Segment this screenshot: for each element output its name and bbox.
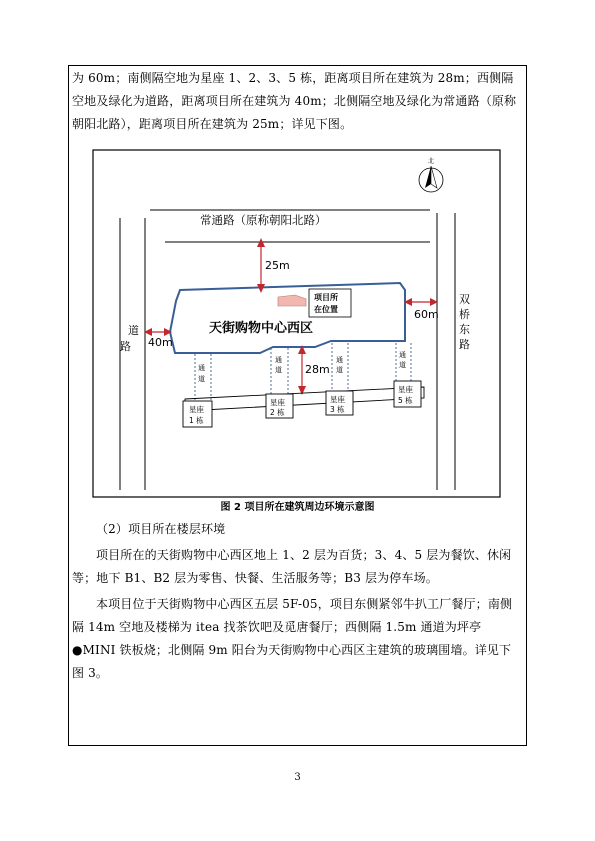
north-label: 北: [427, 158, 435, 165]
passage-2-char: 通: [275, 356, 282, 364]
dist-north-label: 25m: [265, 259, 290, 272]
passage-4-char: 道: [399, 361, 406, 369]
paragraph-location: 本项目位于天街购物中心西区五层 5F-05，项目东侧紧邻牛扒工厂餐厅；南侧隔 14m 空地及楼梯为 itea 找茶饮吧及觅唐餐厅；西侧隔 1.5m 通道为坪亭●MINI 铁板烧；北侧隔 9m 阳台为天街购物中心西区主建筑的玻璃围墙。详见下图 3。: [72, 597, 513, 680]
figure-caption: 图 2 项目所在建筑周边环境示意图: [220, 502, 375, 513]
road-east-char: 桥: [459, 308, 470, 321]
building-star-5-line1: 星座: [398, 385, 413, 394]
passage-4-char: 通: [399, 351, 406, 359]
building-star-3-line1: 星座: [330, 395, 345, 404]
building-star-1-line1: 星座: [189, 405, 204, 414]
road-west-char: 道: [128, 324, 139, 337]
passage-3-char: 通: [336, 356, 343, 364]
passage-1-char: 道: [198, 375, 205, 383]
passage-2-char: 道: [275, 366, 282, 374]
paragraph-surroundings: 为 60m；南侧隔空地为星座 1、2、3、5 栋，距离项目所在建筑为 28m；西侧隔空地及绿化为道路，距离项目所在建筑为 40m；北侧隔空地及绿化为常通路（原称朝阳北路），距离项目所在建筑为 25m；详见下图。: [72, 71, 517, 131]
north-arrow-icon: [419, 166, 443, 192]
paragraph-floors: 项目所在的天街购物中心西区地上 1、2 层为百货；3、4、5 层为餐饮、休闲等；地下 B1、B2 层为零售、快餐、生活服务等；B3 层为停车场。: [72, 548, 512, 585]
building-star-2-line2: 2 栋: [270, 408, 285, 417]
road-east-char: 路: [459, 338, 470, 351]
dist-west-label: 40m: [148, 336, 173, 349]
building-star-2-line1: 星座: [270, 398, 285, 407]
dist-south-label: 28m: [305, 363, 330, 376]
section-heading: （2）项目所在楼层环境: [96, 522, 226, 536]
project-location-marker: [278, 295, 306, 306]
project-label-line1: 项目所: [314, 293, 338, 302]
south-walkway: [185, 387, 424, 411]
road-west-char: 路: [120, 340, 131, 353]
passage-1-char: 通: [198, 364, 205, 372]
building-outline: [170, 283, 405, 353]
road-east-char: 东: [459, 323, 470, 336]
road-east-char: 双: [459, 293, 470, 306]
building-star-5-line2: 5 栋: [398, 396, 413, 405]
road-north-label: 常通路（原称朝阳北路）: [200, 213, 327, 227]
project-label-line2: 在位置: [314, 305, 338, 314]
page-number: 3: [294, 772, 301, 783]
building-star-3-line2: 3 栋: [330, 405, 345, 414]
dist-east-label: 60m: [414, 308, 439, 321]
building-star-1-line2: 1 栋: [189, 416, 204, 425]
building-name: 天街购物中心西区: [209, 321, 314, 336]
passage-3-char: 道: [336, 366, 343, 374]
